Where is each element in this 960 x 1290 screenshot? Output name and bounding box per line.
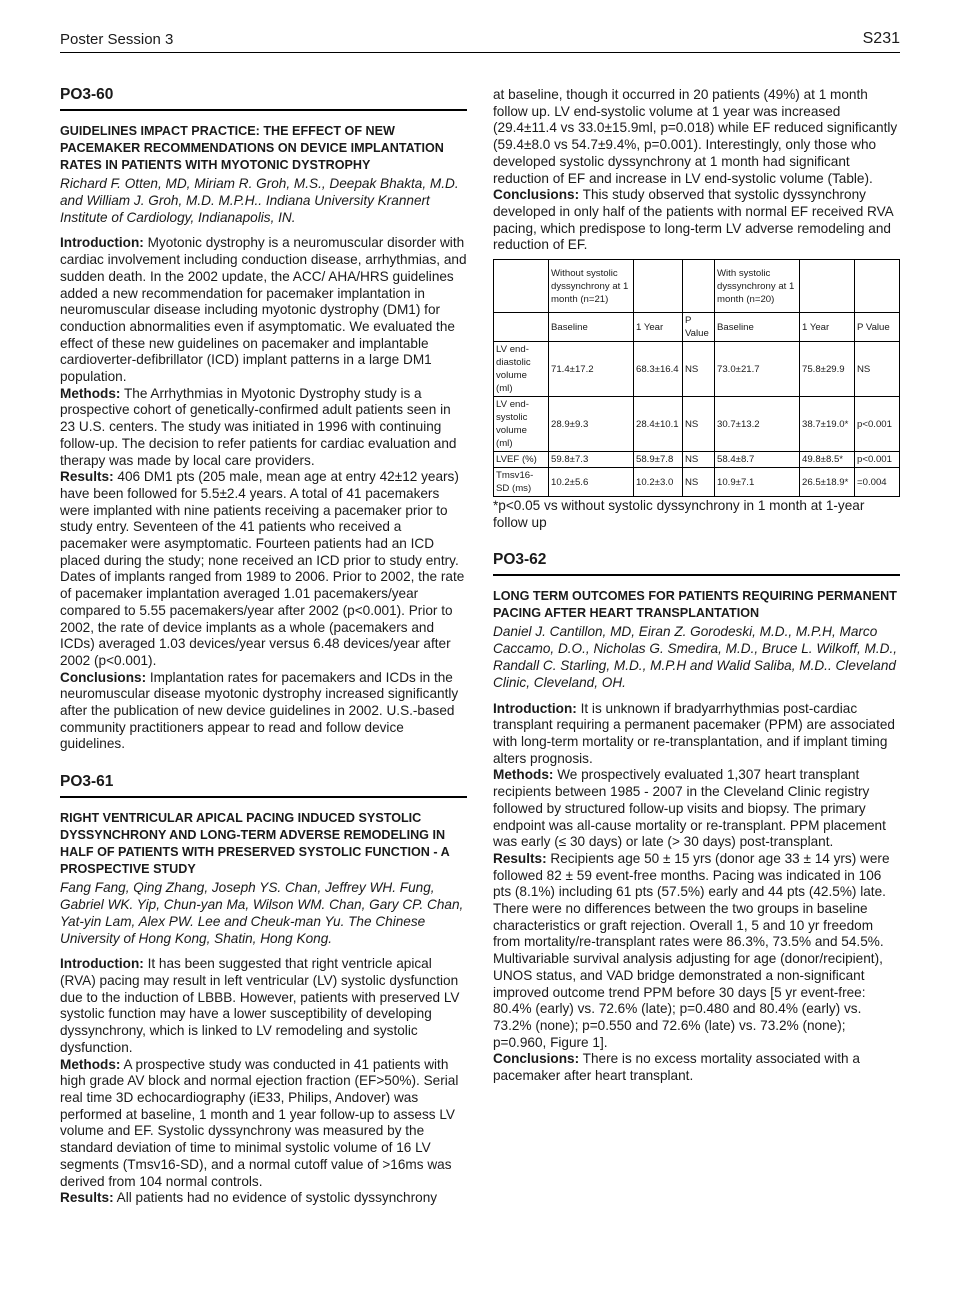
results-label: Results:: [60, 469, 114, 485]
session-label: Poster Session 3: [60, 31, 174, 48]
page-number: S231: [862, 30, 900, 47]
table-cell: NS: [683, 452, 715, 468]
row-label: LVEF (%): [494, 452, 549, 468]
table-footnote: *p<0.05 vs without systolic dyssynchrony in 1 month at 1-year follow up: [493, 498, 865, 530]
table-subheader: 1 Year: [800, 313, 855, 342]
intro-label: Introduction:: [60, 235, 144, 251]
conclusions-paragraph: [493, 187, 900, 254]
page-header: [60, 29, 900, 53]
table-cell: 68.3±16.4: [634, 342, 683, 397]
methods-paragraph: [60, 1057, 467, 1191]
results-continued: at baseline, though it occurred in 20 patients (49%) at 1 month follow up. LV end-systolic volume at 1 year was increased (29.4±11.4 vs 33.0±15.9ml, p=0.018) while EF reduced significantly (59.4±8.0 vs 54.7±9.4%, p=0.001). Interestingly, only those who developed systolic dyssynchrony at 1 month had significant reduction of EF and increase in LV end-systolic volume (Table).: [493, 87, 898, 186]
conclusions-text: This study observed that systolic dyssynchrony developed in only half of the patients with normal EF received RVA pacing, which predispose to long-term LV adverse remodeling and reduction of EF.: [493, 187, 893, 253]
results-text: Recipients age 50 ± 15 yrs (donor age 33 ± 14 yrs) were followed 82 ± 59 event-free months. Pacing was indicated in 106 pts (8.1%) including 61 pts (57.5%) early and 44 pts (42.5%) late. There were no differences between the two groups in baseline characteristics or graft rejection. Overall 1, 5 and 10 yr freedom from mortality/re-transplant rates were 86.3%, 73.5% and 54.5%. Multivariable survival analysis adjusting for age (donor/recipient), UNOS status, and VAD bridge demonstrated a non-significant improved outcome trend PPM before 30 days [5 yr event-free: 80.4% (early) vs. 72.6% (late); p=0.480 and 80.4% (early) vs. 73.2% (none); p=0.550 and 72.6% (late) vs. 73.2% (none); p=0.960, Figure 1].: [493, 850, 890, 1050]
intro-text: It is unknown if bradyarrhythmias post-cardiac transplant requiring a permanent pacemaker (PPM) are associated with long-term mortality or re-transplantation, and if implant timing alters prognosis.: [493, 700, 895, 766]
table-corner-cell: [494, 260, 549, 313]
introduction-paragraph: [60, 956, 467, 1056]
abstract-title: GUIDELINES IMPACT PRACTICE: THE EFFECT OF NEW PACEMAKER RECOMMENDATIONS ON DEVICE IMPLANTATION RATES IN PATIENTS WITH MYOTONIC DYSTROPHY: [60, 124, 444, 172]
methods-label: Methods:: [493, 767, 554, 783]
table-cell: NS: [683, 468, 715, 497]
results-paragraph: [493, 851, 900, 1051]
table-row: [494, 397, 900, 452]
table-cell: 26.5±18.9*: [800, 468, 855, 497]
conclusions-text: There is no excess mortality associated with a pacemaker after heart transplant.: [493, 1051, 860, 1084]
introduction-paragraph: [60, 235, 467, 385]
conclusions-paragraph: [60, 670, 467, 754]
table-cell: 10.2±5.6: [549, 468, 634, 497]
abstract-id: PO3-62: [493, 551, 900, 576]
left-column: [60, 86, 467, 1207]
table-subheader-row: [494, 313, 900, 342]
table-cell: 28.9±9.3: [549, 397, 634, 452]
conclusions-text: Implantation rates for pacemakers and ICDs in the neuromuscular disease myotonic dystrophy increased significantly after the publication of new device guidelines in 2002. U.S.-based community practitioners appear to read and follow device guidelines.: [60, 669, 459, 752]
table-cell: 71.4±17.2: [549, 342, 634, 397]
table-cell: 28.4±10.1: [634, 397, 683, 452]
table-cell: NS: [683, 397, 715, 452]
abstract-authors: Fang Fang, Qing Zhang, Joseph YS. Chan, Jeffrey WH. Fung, Gabriel WK. Yip, Chun-yan Ma, Wilson WM. Chan, Gary CP. Chan, Yat-yin Lam, Alex PW. Lee and Cheuk-man Yu. The Chinese University of Hong Kong, Shatin, Hong Kong.: [60, 880, 464, 946]
methods-text: We prospectively evaluated 1,307 heart transplant recipients between 1985 - 2007 in the Cleveland Clinic registry followed by structured follow-up visits and biopsy. The primary endpoint was all-cause mortality or re-transplant. PPM placement was early (≤ 30 days) or late (> 30 days) post-transplant.: [493, 767, 886, 850]
right-column: [493, 87, 900, 1085]
table-row: [494, 468, 900, 497]
methods-paragraph: [493, 767, 900, 851]
intro-text: It has been suggested that right ventricle apical (RVA) pacing may result in left ventricular (LV) systolic dysfunction due to the induction of LBBB. However, patients with preserved LV systolic function may have a lower susceptibility of developing dyssynchrony, which is linked to LV remodeling and systolic dysfunction.: [60, 956, 460, 1055]
table-row: [494, 452, 900, 468]
table-subheader: 1 Year: [634, 313, 683, 342]
table-cell: p<0.001: [855, 452, 900, 468]
table-subheader: P Value: [683, 313, 715, 342]
results-paragraph: [60, 469, 467, 669]
table-subheader: Baseline: [549, 313, 634, 342]
results-text: All patients had no evidence of systolic dyssynchrony: [113, 1190, 438, 1206]
table-header-row: [494, 260, 900, 313]
results-paragraph-start: [60, 1190, 467, 1207]
results-label: Results:: [60, 1190, 114, 1206]
conclusions-label: Conclusions:: [493, 1051, 580, 1067]
table-cell: =0.004: [855, 468, 900, 497]
abstract-id: PO3-60: [60, 86, 467, 111]
intro-text: Myotonic dystrophy is a neuromuscular disorder with cardiac involvement including conduction disease, arrhythmias, and sudden death. In the 2002 update, the ACC/ AHA/HRS guidelines added a new recommendation for pacemaker implantation in neuromuscular disease including myotonic dystrophy (DM1) for conduction abnormalities even if asymptomatic. We evaluated the effect of these new guidelines on pacemaker and implantable cardioverter-defibrillator (ICD) implant patterns in a large DM1 population.: [60, 235, 467, 385]
table-cell: 10.9±7.1: [715, 468, 800, 497]
methods-text: A prospective study was conducted in 41 patients with high grade AV block and normal ejection fraction (EF>50%). Serial real time 3D echocardiography (iE33, Philips, Andover) was performed at baseline, 1 month and 1 year follow-up to assess LV volume and EF. Systolic dyssynchrony was measured by the standard deviation of time to minimal systolic volume of 16 LV segments (Tmsv16-SD), and a normal cutoff value of >16ms was derived from 104 normal controls.: [60, 1056, 459, 1189]
table-cell: 59.8±7.3: [549, 452, 634, 468]
methods-text: The Arrhythmias in Myotonic Dystrophy study is a prospective cohort of genetically-confirmed adult patients seen in 23 U.S. centers. The study was initiated in 1996 with continuing follow-up. The decision to refer patients for cardiac evaluation and therapy was made by local care providers.: [60, 385, 457, 468]
abstract-title: LONG TERM OUTCOMES FOR PATIENTS REQUIRING PERMANENT PACING AFTER HEART TRANSPLANTATION: [493, 589, 897, 621]
table-subheader: Baseline: [715, 313, 800, 342]
conclusions-label: Conclusions:: [60, 669, 147, 685]
row-label: LV end-diastolic volume (ml): [494, 342, 549, 397]
abstract-authors: Richard F. Otten, MD, Miriam R. Groh, M.S., Deepak Bhakta, M.D. and William J. Groh, M.D. M.P.H.. Indiana University Krannert Institute of Cardiology, Indianapolis, IN.: [60, 176, 459, 225]
table-subheader: P Value: [855, 313, 900, 342]
table-row: [494, 342, 900, 397]
table-cell: 58.9±7.8: [634, 452, 683, 468]
results-text: 406 DM1 pts (205 male, mean age at entry 42±12 years) have been followed for 5.5±2.4 years. A total of 41 pacemakers were implanted with nine patients receiving a pacemaker prior to study entry. Seventeen of the 41 patients who received a pacemaker were asymptomatic. Fourteen patients had an ICD placed during the study; none received an ICD prior to study entry. Dates of implants ranged from 1989 to 2006. Prior to 2002, the rate of pacemaker implantation averaged 1.01 pacemakers/year compared to 5.55 pacemakers/year after 2002 (p<0.001). Prior to 2002, the rate of device implants as a whole (pacemakers and ICDs) averaged 1.03 devices/year versus 6.48 devices/year after 2002 (p<0.001).: [60, 469, 465, 668]
table-group-header: With systolic dyssynchrony at 1 month (n=20): [715, 260, 800, 313]
results-label: Results:: [493, 850, 547, 866]
conclusions-paragraph: [493, 1051, 900, 1084]
table-cell: 49.8±8.5*: [800, 452, 855, 468]
methods-label: Methods:: [60, 1056, 121, 1072]
row-label: Tmsv16-SD (ms): [494, 468, 549, 497]
abstract-id: PO3-61: [60, 773, 467, 798]
introduction-paragraph: [493, 701, 900, 768]
results-table: [493, 259, 900, 497]
methods-label: Methods:: [60, 385, 121, 401]
table-cell: 38.7±19.0*: [800, 397, 855, 452]
table-cell: 58.4±8.7: [715, 452, 800, 468]
intro-label: Introduction:: [493, 700, 577, 716]
table-cell: 75.8±29.9: [800, 342, 855, 397]
conclusions-label: Conclusions:: [493, 187, 580, 203]
table-cell: 73.0±21.7: [715, 342, 800, 397]
row-label: LV end-systolic volume (ml): [494, 397, 549, 452]
abstract-title: RIGHT VENTRICULAR APICAL PACING INDUCED SYSTOLIC DYSSYNCHRONY AND LONG-TERM ADVERSE REMODELING IN HALF OF PATIENTS WITH PRESERVED SYSTOLIC FUNCTION - A PROSPECTIVE STUDY: [60, 811, 450, 877]
intro-label: Introduction:: [60, 956, 144, 972]
table-group-header: Without systolic dyssynchrony at 1 month (n=21): [549, 260, 634, 313]
table-cell: 30.7±13.2: [715, 397, 800, 452]
methods-paragraph: [60, 386, 467, 470]
table-cell: NS: [683, 342, 715, 397]
table-cell: 10.2±3.0: [634, 468, 683, 497]
table-cell: NS: [855, 342, 900, 397]
table-cell: p<0.001: [855, 397, 900, 452]
abstract-authors: Daniel J. Cantillon, MD, Eiran Z. Gorodeski, M.D., M.P.H, Marco Caccamo, D.O., Nicholas G. Smedira, M.D., Bruce L. Wilkoff, M.D., Randall C. Starling, M.D., M.P.H and Walid Saliba, M.D.. Cleveland Clinic, Cleveland, OH.: [493, 624, 898, 690]
